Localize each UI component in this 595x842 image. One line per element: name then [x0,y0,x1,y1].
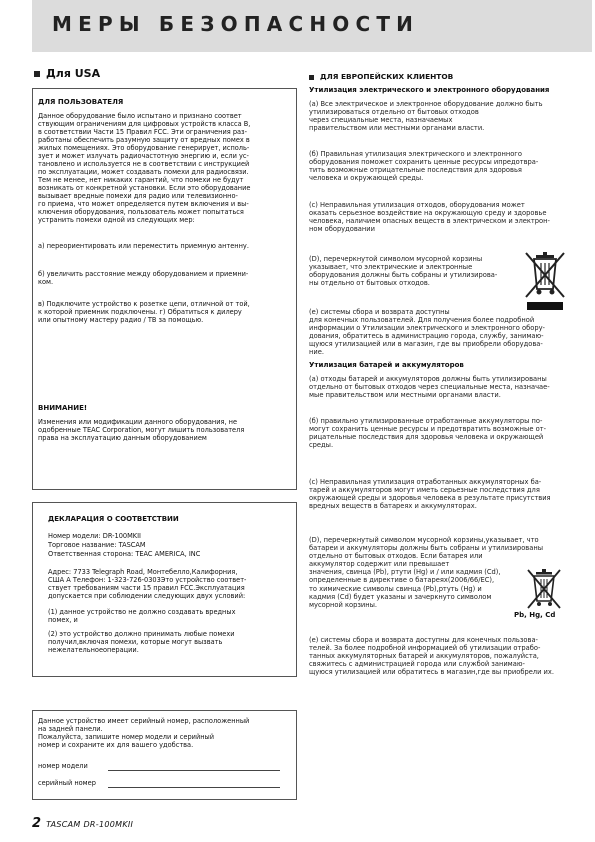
chemical-symbols-label: Pb, Hg, Cd [514,611,556,619]
text-line: нежелательноеоперации. [48,646,139,654]
eu-subheading-equipment: Утилизация электрического и электронного оборудования [309,86,550,94]
model-number-field[interactable] [108,770,280,771]
text-line: Адрес: 7733 Telegraph Road, Монтебелло,Калифорния, [48,568,238,576]
text-line: могут сохранить ценные ресурсы и предотвратить возможные от- [309,425,546,434]
text-line: Данное устройство имеет серийный номер, расположенный [38,717,250,725]
eu-item-a [309,100,543,132]
text-line: информации о Утилизации электрического и электронного обору- [309,324,545,333]
text-line: правительством или местными органами власти. [309,124,485,133]
text-line: (б) Правильная утилизация электрического и электронного [309,150,522,158]
text-line: номер и сохраните их для вашего удобства. [38,741,194,749]
page-title: МЕРЫ БЕЗОПАСНОСТИ [52,12,420,36]
text-line: одобренные TEAC Corporation, могут лишить пользователя [38,426,245,434]
text-line: возникать от конкретной установки. Если это оборудование [38,184,251,192]
eu-item-e [309,308,545,357]
text-line: оказать серьезное воздействие на окружающую среду и здоровье [309,209,547,218]
measure-c [38,300,250,324]
text-line: для конечных пользователей. Для получения более подробной [309,316,535,325]
text-line: помех, и [48,616,78,624]
text-line: Данное оборудование было испытано и признано соответ [38,112,242,120]
model-number-label: номер модели [38,762,88,770]
text-line: США A Телефон: 1-323-726-0303Это устройство соответ- [48,576,247,584]
text-line: тановлено и используется не в соответствии с инструкцией [38,160,250,168]
footer [32,812,133,831]
footer-brand: TASCAM DR-100MKII [46,820,134,829]
text-line: или опытному мастеру радио / ТВ за помощью. [38,316,204,324]
text-line: Изменения или модификации данного оборудования, не [38,418,238,426]
serial-number-field[interactable] [108,787,280,788]
bullet-square-icon [34,71,40,77]
eu-subheading-batteries: Утилизация батарей и аккумуляторов [309,361,464,369]
text-line: тить возможные отрицательные последствия для здоровья [309,166,522,175]
text-line: б) увеличить расстояние между оборудованием и приемни- [38,270,249,278]
page-number: 2 [32,816,42,831]
text-line: кадмия (Cd) будет указаны и зачеркнуто символом [309,592,492,601]
battery-item-b [309,417,546,449]
text-line: в соответствии Части 15 Правил FCC. Эти ограничения раз- [38,128,247,136]
battery-item-d [309,536,543,609]
text-line: го приема, что может определяется путем включения и вы- [38,200,249,208]
user-text [38,112,250,224]
warning-text [38,418,244,442]
text-line: по эксплуатации, может создавать помехи для радиосвязи. [38,168,249,176]
declaration-model: Номер модели: DR-100MKII [48,532,142,540]
text-line: (D), перечеркнутый символом мусорной корзины,указывает, что [309,536,539,544]
text-line: человека, наличием опасных веществ в электрическом и электрон- [309,217,550,226]
text-line: (e) системы сбора и возврата доступны для конечных пользова- [309,636,538,644]
text-line: определенные в директиве о батареях(2006/66/EC), [309,576,495,585]
text-line: щуюся утилизацией или обратитесь в магазин,где вы приобрели их. [309,668,554,677]
text-line: зует и может излучать радиочастотную энергию и, если ус- [38,152,249,160]
text-line: получил,включая помехи, которые могут вызвать [48,638,223,646]
text-line: устранить помехи одной из следующих мер: [38,216,195,224]
text-line: ком. [38,278,54,286]
eu-heading [309,72,453,81]
text-line: оборудования должны быть собраны и утилизирова- [309,271,498,280]
text-line: а) переориентировать или переместить приемную антенну. [38,242,249,250]
text-line: (2) это устройство должно принимать любые помехи [48,630,235,638]
text-line: ние. [309,348,324,357]
battery-item-e [309,636,554,676]
text-line: (D), перечеркнутой символом мусорной корзины [309,255,483,263]
text-line: мые правительством или местными органами власти. [309,391,501,400]
usa-heading [34,67,100,80]
text-line: щуюся утилизацией или в магазин, где вы приобрели оборудова- [309,340,543,349]
text-line: в) Подключите устройство к розетке цепи, отличной от той, [38,300,250,308]
crossed-bin-icon [522,567,566,611]
text-line: (a) отходы батарей и аккумуляторов должны быть утилизированы [309,375,547,383]
text-line: отдельно от бытовых отходов. Если батарея или [309,552,483,561]
text-line: окружающей среды и здоровья человека в результате присутствия [309,494,551,503]
text-line: ном оборудовании [309,225,375,234]
text-line: то химические символы свинца (Pb),ртуть (Hg) и [309,584,482,593]
text-line: тарей и аккумуляторов могут иметь серьезные последствия для [309,486,540,495]
text-line: допускается при соблюдении следующих двух условий: [48,592,246,600]
text-line: жилых помещениях. Это оборудование генерирует, исполь- [38,144,250,152]
declaration-condition-1 [48,608,235,624]
serial-text [38,717,249,749]
text-line: ствует требованиям части 15 правил FCC.Эксплуатация [48,584,245,592]
text-line: аккумулятор содержит или превышает [309,560,450,569]
declaration-trade: Торговое название: TASCAM [48,541,146,549]
eu-heading-label: ДЛЯ ЕВРОПЕЙСКИХ КЛИЕНТОВ [320,72,454,81]
battery-item-c [309,478,551,510]
text-line: танных аккумуляторных батарей и аккумуляторов, пожалуйста, [309,652,539,661]
crossed-bin-icon [518,249,574,307]
measure-a [38,242,249,250]
text-line: к которой приемник подключены. г) Обратиться к дилеру [38,308,242,316]
text-line: утилизироваться отдельно от бытовых отходов [309,108,479,117]
eu-item-c [309,201,550,233]
text-line: телей. За более подробной информацией об утилизации отрабо- [309,644,541,653]
text-line: мусорной корзины. [309,600,378,609]
text-line: батареи и аккумуляторы должны быть собраны и утилизированы [309,544,543,553]
text-line: отдельно от бытовых отходов через специальные места, назначае- [309,383,550,392]
measure-b [38,270,248,286]
text-line: (c) Неправильная утилизация отработанных аккумуляторных ба- [309,478,542,486]
text-line: Пожалуйста, запишите номер модели и серийный [38,733,215,741]
text-line: оборудования поможет сохранить ценные ресурсы ипредотвра- [309,158,539,167]
eu-item-b [309,150,538,182]
text-line: ствующим ограничениям для цифровых устройств класса B, [38,120,251,128]
text-line: на задней панели. [38,725,103,733]
text-line: (a) Все электрическое и электронное оборудование должно быть [309,100,543,108]
text-line: вызывает вредные помехи для радио или телевизионно- [38,192,238,200]
eu-item-d [309,255,497,287]
declaration-condition-2 [48,630,235,654]
declaration-responsible: Ответственная сторона: TEAC AMERICA, INC [48,550,201,558]
text-line: рицательные последствия для здоровья человека и окружающей [309,433,544,442]
text-line: работаны обеспечить разумную защиту от вредных помех в [38,136,250,144]
usa-heading-label: Для USA [46,67,101,80]
text-line: Тем не менее, нет никаких гарантий, что помехи не будут [38,176,244,184]
user-heading: ДЛЯ ПОЛЬЗОВАТЕЛЯ [38,98,124,106]
text-line: (1) данное устройство не должно создавать вредных [48,608,236,616]
text-line: значения, свинца (Pb), ртути (Hg) и / или кадмия (Cd), [309,568,501,577]
serial-number-label: серийный номер [38,779,96,787]
text-line: ны отдельно от бытовых отходов. [309,279,430,288]
text-line: права на эксплуатацию данным оборудованием [38,434,207,442]
declaration-heading: ДЕКЛАРАЦИЯ О СООТВЕТСТВИИ [48,515,179,523]
text-line: вредных веществ в батареях и аккумуляторах. [309,502,477,511]
text-line: (б) правильно утилизированные отработанные аккумуляторы по- [309,417,543,425]
text-line: (e) системы сбора и возврата доступны [309,308,450,316]
text-line: человека и окружающей среды. [309,174,424,183]
text-line: через специальные места, назначаемых [309,116,453,125]
text-line: ключения оборудования, пользователь может попытаться [38,208,244,216]
bullet-square-icon [309,75,314,80]
text-line: (c) Неправильная утилизация отходов, оборудования может [309,201,525,209]
text-line: среды. [309,441,334,450]
text-line: указывает, что электрические и электронные [309,263,473,272]
text-line: дования, обратитесь в администрацию города, службу, занимаю- [309,332,544,341]
declaration-address [48,568,246,600]
warning-heading: ВНИМАНИЕ! [38,404,88,412]
text-line: свяжитесь с администрацией города или службой занимаю- [309,660,525,669]
battery-item-a [309,375,550,399]
